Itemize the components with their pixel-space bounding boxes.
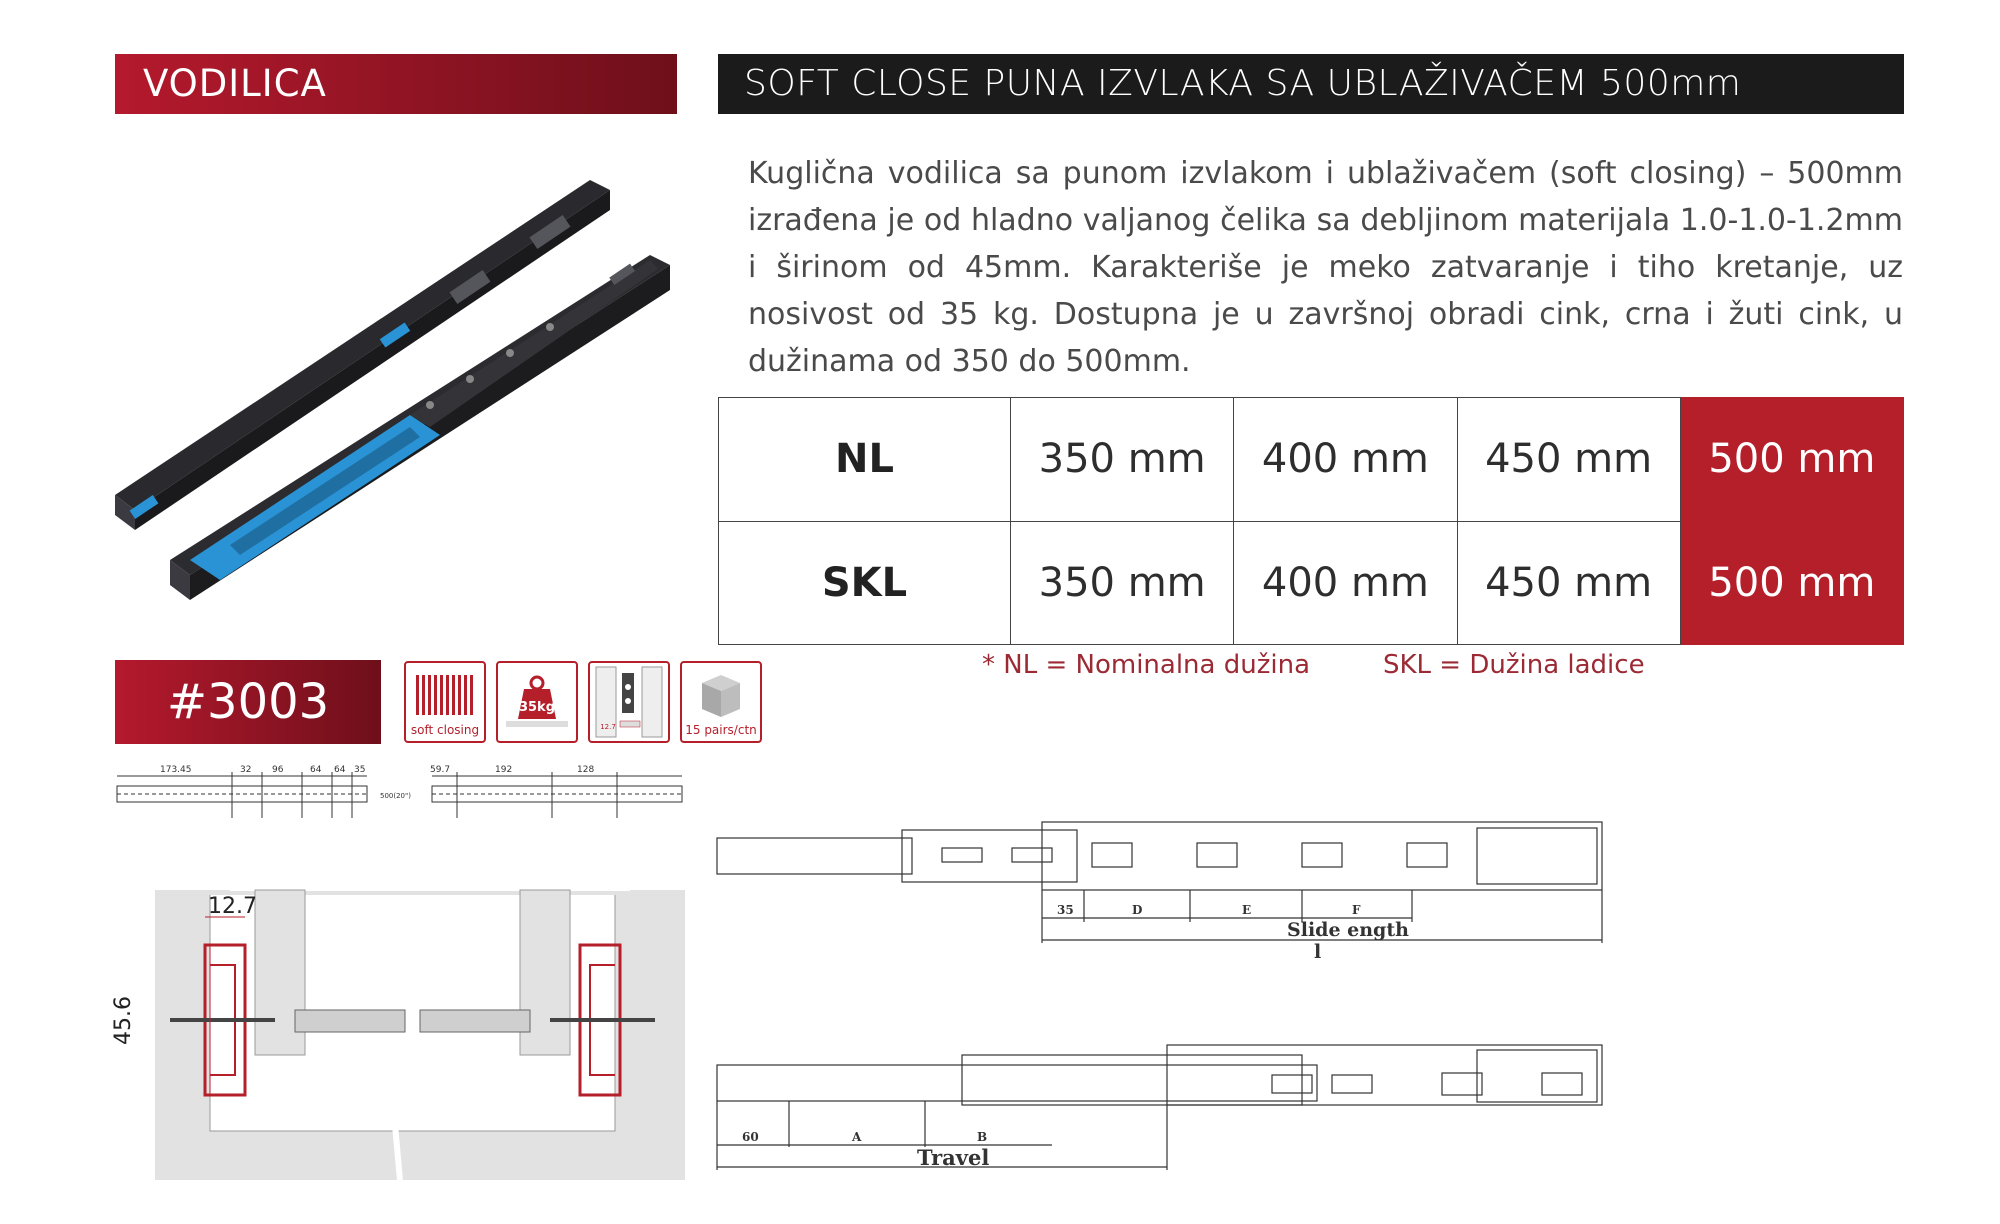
dim-label: 192 (495, 765, 513, 775)
dim-label: D (1132, 903, 1143, 917)
product-code-banner (115, 660, 381, 744)
small-technical-drawing (112, 758, 692, 838)
slide-length-label: Slide ength (1287, 919, 1409, 941)
travel-label: Travel (917, 1145, 990, 1170)
dim-label: 128 (577, 765, 595, 775)
dim-label: 32 (240, 765, 252, 775)
table-cell: 400 mm (1234, 521, 1457, 645)
dim-label: E (1242, 903, 1252, 917)
dim-label: 173.45 (160, 765, 192, 775)
table-cell-highlight: 500 mm (1680, 521, 1903, 645)
dim-label: A (852, 1130, 862, 1144)
note-skl: SKL = Dužina ladice (1383, 650, 1645, 680)
row-label-nl: NL (719, 398, 1011, 522)
row-label-skl: SKL (719, 521, 1011, 645)
dim-label: B (977, 1130, 988, 1144)
width-dimension: 12.7 (208, 894, 257, 919)
dim-label: F (1352, 903, 1361, 917)
slide-length-sublabel: l (1314, 941, 1322, 963)
table-cell: 350 mm (1011, 521, 1234, 645)
slide-drawing-top (712, 818, 1887, 978)
icon-caption: 12.7 (600, 723, 616, 731)
table-row (719, 521, 1904, 645)
page-title: SOFT CLOSE PUNA IZVLAKA SA UBLAŽIVAČEM 500mm (744, 63, 1742, 104)
slide-drawing-bottom (712, 1035, 1887, 1185)
title-banner (718, 54, 1904, 114)
height-dimension: 45.6 (111, 996, 136, 1045)
icon-caption: 15 pairs/ctn (685, 723, 757, 737)
box-icon (680, 661, 762, 743)
soft-closing-icon (404, 661, 486, 743)
table-cell: 350 mm (1011, 398, 1234, 522)
dim-label: 60 (742, 1130, 759, 1144)
size-table (718, 397, 1904, 645)
cabinet-drawing (110, 885, 690, 1185)
table-cell: 400 mm (1234, 398, 1457, 522)
dim-label: 35 (354, 765, 366, 775)
table-cell: 450 mm (1457, 521, 1680, 645)
dim-label: 64 (310, 765, 322, 775)
table-cell-highlight: 500 mm (1680, 398, 1903, 522)
note-nl: * NL = Nominalna dužina (982, 650, 1310, 680)
product-code: #3003 (166, 674, 330, 730)
icon-caption: soft closing (410, 723, 480, 737)
dim-label: 96 (272, 765, 284, 775)
icon-caption: 35kg (518, 700, 556, 715)
dim-label: 35 (1057, 903, 1074, 917)
dim-label: 59.7 (430, 765, 451, 775)
dim-label: 500(20") (380, 792, 411, 800)
product-photo (110, 165, 690, 635)
category-label: VODILICA (143, 62, 327, 105)
category-banner (115, 54, 677, 114)
table-cell: 450 mm (1457, 398, 1680, 522)
mounting-icon (588, 661, 670, 743)
dim-label: 64 (334, 765, 346, 775)
table-row (719, 398, 1904, 522)
weight-icon (496, 661, 578, 743)
product-description: Kuglična vodilica sa punom izvlakom i ublaživačem (soft closing) – 500mm izrađena je od hladno valjanog čelika sa debljinom materijala 1.0-1.0-1.2mm i širinom od 45mm. Karakteriše je meko zatvaranje i tiho kretanje, uz nosivost od 35 kg. Dostupna je u završnoj obradi cink, crna i žuti cink, u dužinama od 350 do 500mm. (748, 156, 1903, 379)
